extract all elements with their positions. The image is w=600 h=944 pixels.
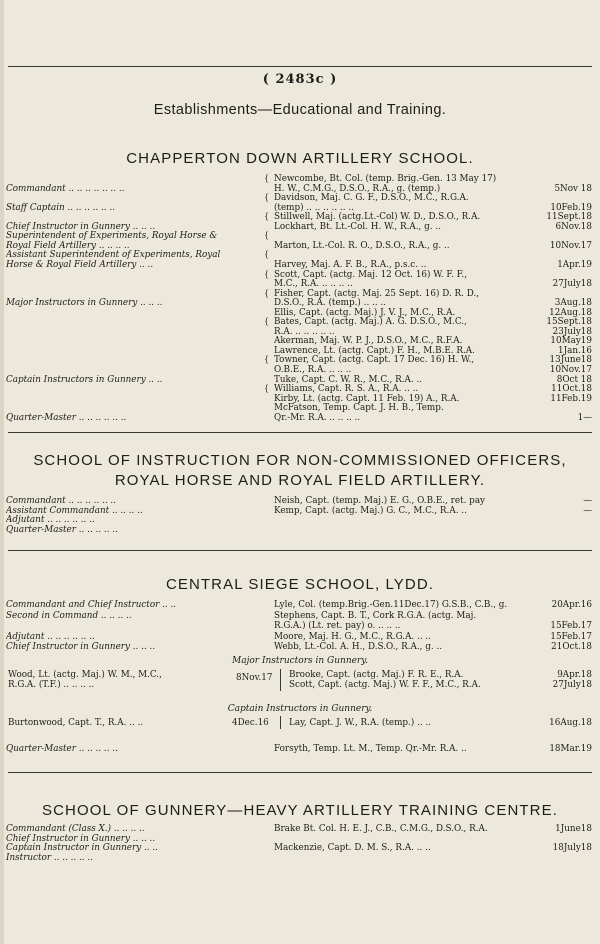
entry-name: Forsyth, Temp. Lt. M., Temp. Qr.-Mr. R.A. .. — [274, 744, 467, 754]
top-rule — [8, 66, 592, 67]
entry-label: Assistant Commandant .. .. .. .. — [6, 505, 143, 516]
entry-name: Akerman, Maj. W. P. J., D.S.O., M.C., R.F.A. — [274, 336, 463, 347]
entry-date: 15Feb.17 — [550, 621, 592, 631]
entry-name: Harvey, Maj. A. F. B., R.A., p.s.c. .. — [274, 259, 427, 270]
entry-label: Quarter-Master .. .. .. .. .. — [6, 524, 118, 535]
major-right-date: 27July18 — [552, 680, 592, 690]
entry-label: Superintendent of Experiments, Royal Horse & — [6, 231, 218, 242]
entry-date: 1June18 — [555, 824, 592, 834]
entry-label: Adjutant .. .. .. .. .. .. — [6, 631, 95, 642]
entry-name: R.G.A.) (Lt. ret. pay) o. .. .. .. — [274, 621, 401, 631]
brace-mark: { — [264, 250, 270, 260]
entry-name: O.B.E., R.A. .. .. .. — [274, 365, 352, 375]
entry-name: Qr.-Mr. R.A. .. .. .. .. — [274, 412, 361, 423]
brace-mark: { — [264, 384, 270, 394]
brace-mark: { — [264, 212, 270, 222]
entry-name: Bates, Capt. (actg. Maj.) A. G. D.S.O., M.C., — [274, 317, 467, 328]
captain-left-name: Burtonwood, Capt. T., R.A. .. .. — [8, 718, 144, 728]
entry-label: Second in Command .. .. .. .. — [6, 610, 132, 621]
entry-name: R.A. .. .. .. .. .. — [274, 326, 335, 337]
entry-name: M.C., R.A. .. .. .. .. — [274, 279, 353, 290]
entry-date: 10May19 — [550, 336, 592, 347]
entry-label: Commandant .. .. .. .. .. .. .. — [6, 183, 125, 194]
entry-date: 10Nov.17 — [549, 240, 592, 251]
entry-name: Mackenzie, Capt. D. M. S., R.A. .. .. — [274, 843, 431, 853]
entry-name: Williams, Capt. R. S. A., R.A. .. .. — [274, 384, 419, 395]
entry-name: Lawrence, Lt. (actg. Capt.) F. H., M.B.E. R.A. — [274, 345, 475, 356]
entry-label: Commandant and Chief Instructor .. .. — [6, 600, 177, 610]
brace-mark: { — [264, 317, 270, 327]
entry-date: 1— — [577, 412, 592, 423]
entry-name: Newcombe, Bt. Col. (temp. Brig.-Gen. 13 May 17) — [274, 174, 497, 184]
entry-date: 1Apr.19 — [557, 259, 592, 270]
entry-label: Chief Instructor in Gunnery .. .. .. — [6, 221, 156, 232]
entry-date: 10Nov.17 — [549, 365, 592, 375]
entry-name: Brake Bt. Col. H. E. J., C.B., C.M.G., D.S.O., R.A. — [274, 824, 488, 834]
entry-date: 5Nov 18 — [554, 183, 592, 194]
brace-mark: { — [264, 231, 270, 241]
section-subtitle-nco-school: ROYAL HORSE AND ROYAL FIELD ARTILLERY. — [114, 472, 486, 489]
brace-mark: { — [264, 174, 270, 183]
major-right-date: 9Apr.18 — [557, 670, 592, 680]
entry-label: Captain Instructors in Gunnery .. .. — [6, 374, 163, 385]
entry-date: — — [583, 505, 592, 516]
entry-date: — — [583, 496, 592, 506]
major-left-name-cont: R.G.A. (T.F.) .. .. .. .. — [8, 680, 95, 690]
major-left-date: 8Nov.17 — [236, 673, 273, 683]
captain-left-date: 4Dec.16 — [232, 718, 269, 728]
entry-label: Instructor .. .. .. .. .. — [6, 852, 93, 863]
entry-label: Commandant .. .. .. .. .. .. — [6, 496, 117, 506]
entry-date: 12Aug.18 — [549, 307, 592, 318]
section-title-gunnery-school: SCHOOL OF GUNNERY—HEAVY ARTILLERY TRAINING CENTRE. — [42, 802, 558, 819]
entry-label: Horse & Royal Field Artillery .. .. — [6, 259, 154, 270]
entry-name: Towner, Capt. (actg. Capt. 17 Dec. 16) H. W., — [274, 355, 475, 366]
entry-date: 6Nov.18 — [555, 221, 592, 232]
section-divider — [8, 432, 592, 433]
entry-date: 1Jan.16 — [557, 345, 592, 356]
brace-mark: { — [264, 355, 270, 365]
entry-date: 8Oct 18 — [556, 374, 592, 385]
major-right-name: Scott, Capt. (actg. Maj.) W. F. F., M.C., R.A. — [289, 680, 481, 690]
entry-name: Marton, Lt.-Col. R. O., D.S.O., R.A., g. .. — [274, 240, 450, 251]
entry-label: Commandant (Class X.) .. .. .. .. — [6, 824, 145, 834]
captain-right-name: Lay, Capt. J. W., R.A. (temp.) .. .. — [289, 718, 432, 728]
entry-name: Stephens, Capt. B. T., Cork R.G.A. (actg. Maj. — [274, 610, 477, 621]
entry-name: Stillwell, Maj. (actg.Lt.-Col) W. D., D.S.O., R.A. — [274, 212, 481, 223]
entry-date: 27July18 — [552, 279, 592, 290]
entry-date: 11Sept.18 — [546, 212, 592, 223]
entry-name: Moore, Maj. H. G., M.C., R.G.A. .. .. — [274, 631, 432, 642]
entry-label: Captain Instructor in Gunnery .. .. — [6, 843, 158, 853]
entry-name: D.S.O., R.A. (temp.) .. .. .. — [274, 298, 387, 309]
column-rule — [280, 669, 281, 691]
entry-label: Chief Instructor in Gunnery .. .. .. — [6, 642, 156, 652]
section-title-chapperton: CHAPPERTON DOWN ARTILLERY SCHOOL. — [126, 150, 474, 167]
brace-mark: { — [264, 269, 270, 279]
entry-date: 21Oct.18 — [551, 642, 592, 652]
entry-label: Major Instructors in Gunnery .. .. .. — [6, 298, 163, 309]
section-divider — [8, 772, 592, 773]
entry-date: 23July18 — [552, 326, 592, 337]
captain-right-date: 16Aug.18 — [549, 718, 592, 728]
entry-name: Webb, Lt.-Col. A. H., D.S.O., R.A., g. .. — [274, 642, 443, 652]
entry-name: H. W., C.M.G., D.S.O., R.A., g. (temp.) — [274, 183, 441, 194]
major-right-name: Brooke, Capt. (actg. Maj.) F. R. E., R.A. — [289, 670, 464, 680]
entry-name: Kemp, Capt. (actg. Maj.) G. C., M.C., R.A. .. — [274, 505, 467, 516]
entry-label: Chief Instructor in Gunnery .. .. .. — [6, 833, 156, 844]
page-number: ( 2483c ) — [262, 72, 338, 87]
entry-date: 10Feb.19 — [550, 202, 592, 213]
entry-name: Ellis, Capt. (actg. Maj.) J. V. J., M.C., R.A. — [274, 307, 456, 318]
entry-label: Quarter-Master .. .. .. .. .. .. — [6, 412, 127, 423]
entry-date: 13June18 — [549, 355, 592, 366]
entry-name: Fisher, Capt. (actg. Maj. 25 Sept. 16) D. R. D., — [274, 288, 480, 299]
entry-name: Lockhart, Bt. Lt.-Col. H. W., R.A., g. .. — [274, 221, 441, 232]
entry-date: 15Feb.17 — [550, 631, 592, 642]
entry-label: Quarter-Master .. .. .. .. .. — [6, 744, 118, 754]
brace-mark: { — [264, 193, 270, 203]
entry-label: Staff Captain .. .. .. .. .. .. — [6, 202, 116, 213]
entry-name: Neish, Capt. (temp. Maj.) E. G., O.B.E., ret. pay — [274, 496, 486, 506]
major-instructors-heading: Major Instructors in Gunnery. — [232, 656, 368, 666]
entry-date: 20Apr.16 — [551, 600, 592, 610]
entry-date: 18July18 — [552, 843, 592, 853]
major-left-name: Wood, Lt. (actg. Maj.) W. M., M.C., — [8, 670, 162, 680]
entry-label: Adjutant .. .. .. .. .. .. — [6, 515, 95, 525]
entry-date: 3Aug.18 — [554, 298, 592, 309]
page-heading: Establishments—Educational and Training. — [153, 102, 447, 118]
entry-name: Lyle, Col. (temp.Brig.-Gen.11Dec.17) G.S.B., C.B., g. — [274, 600, 508, 610]
entry-date: 15Sept.18 — [546, 317, 592, 328]
entry-name: Tuke, Capt. C. W. R., M.C., R.A. .. — [274, 374, 423, 385]
entry-date: 18Mar.19 — [549, 744, 592, 754]
entry-label: Royal Field Artillery .. .. .. .. — [6, 240, 130, 251]
entry-date: 11Feb.19 — [550, 393, 592, 404]
entry-name: Kirby, Lt. (actg. Capt. 11 Feb. 19) A., R.A. — [274, 393, 460, 404]
captain-instructors-heading: Captain Instructors in Gunnery. — [227, 704, 373, 714]
brace-mark: { — [264, 288, 270, 298]
entry-label: Assistant Superintendent of Experiments, Royal — [6, 250, 221, 261]
entry-name: (temp) .. .. .. .. .. .. — [274, 202, 354, 213]
entry-name: Scott, Capt. (actg. Maj. 12 Oct. 16) W. F. F., — [274, 269, 468, 280]
entry-name: McFatson, Temp. Capt. J. H. B., Temp. — [274, 403, 444, 414]
section-title-nco-school: SCHOOL OF INSTRUCTION FOR NON-COMMISSIONED OFFICERS, — [33, 452, 567, 469]
entry-date: 11Oct.18 — [551, 384, 592, 395]
section-title-siege-school: CENTRAL SIEGE SCHOOL, LYDD. — [165, 576, 435, 593]
section-divider — [8, 550, 592, 551]
entry-name: Davidson, Maj. C. G. F., D.S.O., M.C., R.G.A. — [274, 193, 469, 204]
column-rule — [280, 716, 281, 729]
